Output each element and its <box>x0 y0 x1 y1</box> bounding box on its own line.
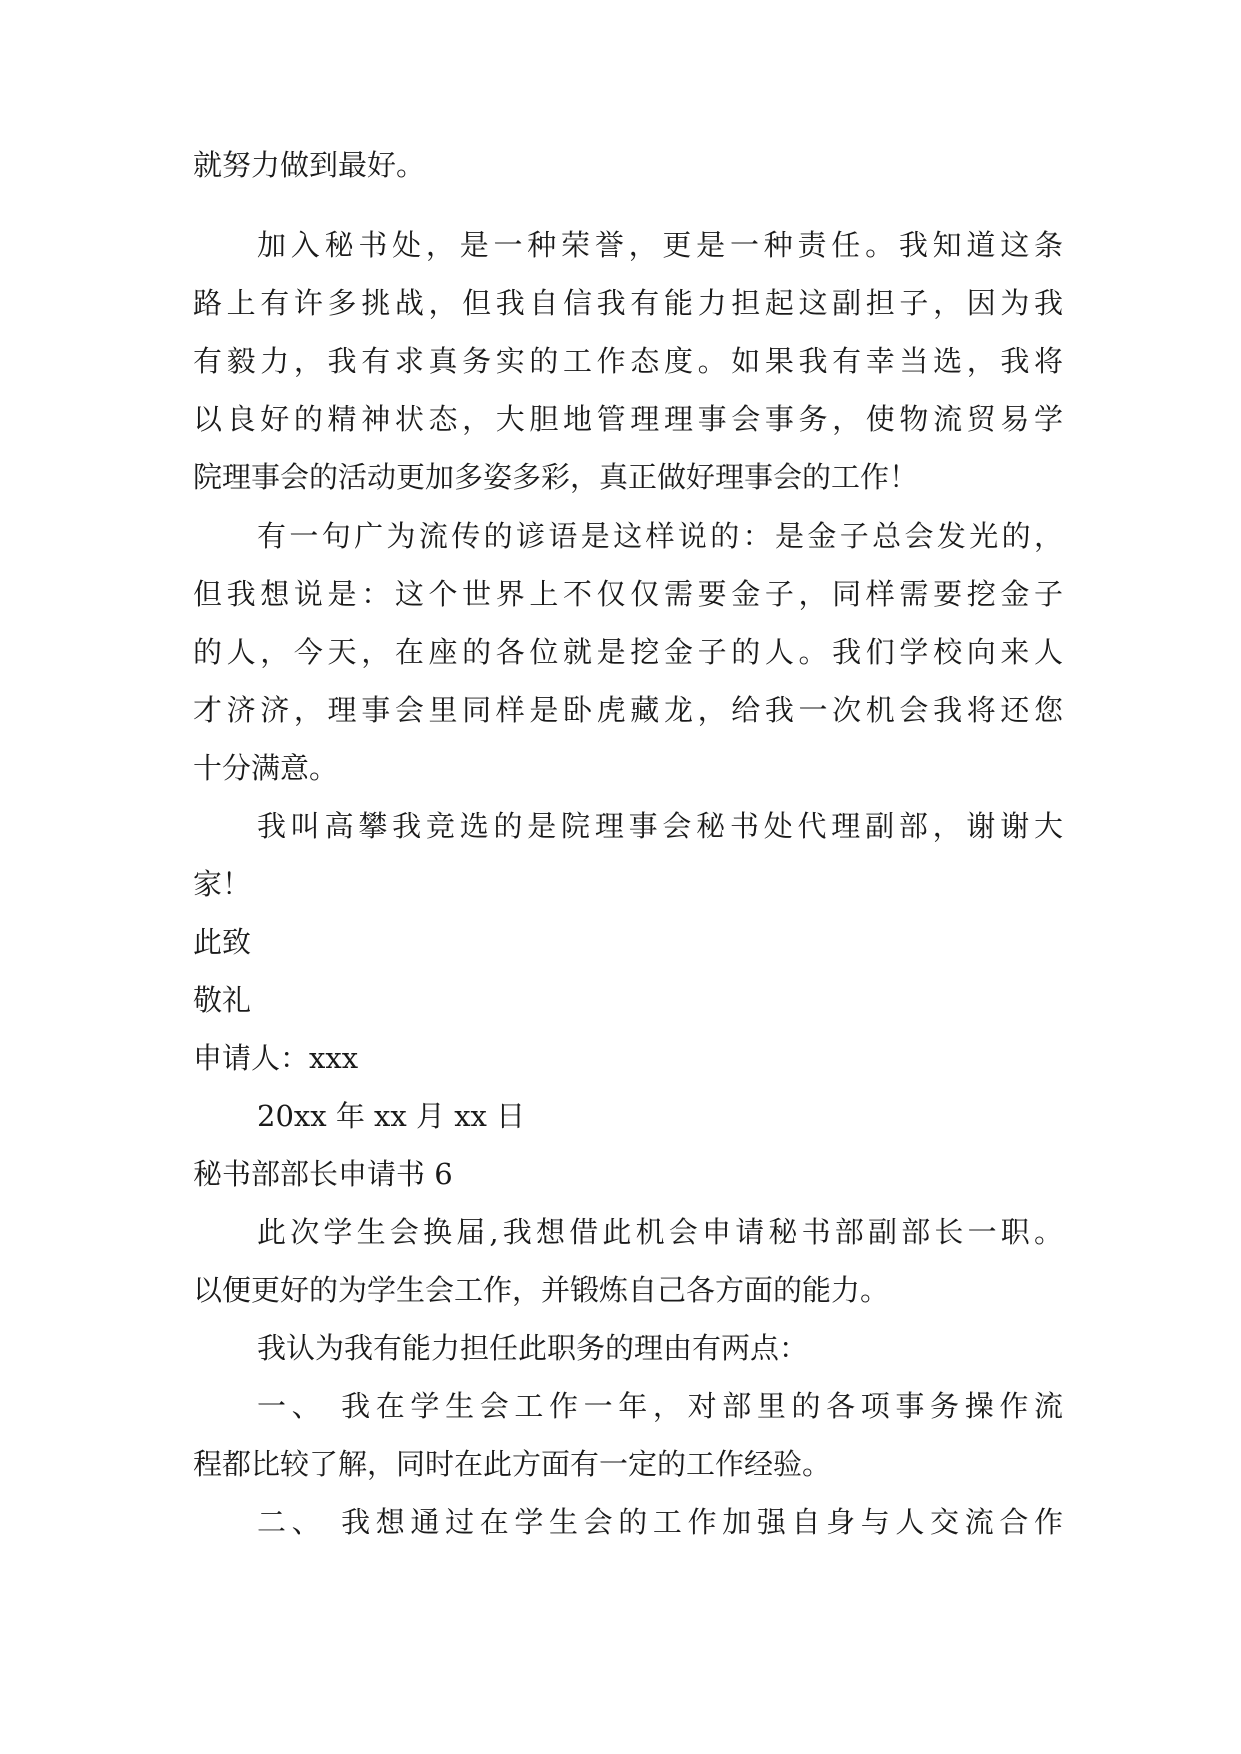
list-item: 一、 我在学生会工作一年，对部里的各项事务操作流 <box>257 1389 1063 1423</box>
text-line: 路上有许多挑战，但我自信我有能力担起这副担子，因为我 <box>193 286 1063 320</box>
text-line: 加入秘书处，是一种荣誉，更是一种责任。我知道这条 <box>257 228 1063 262</box>
closing-salutation: 此致 <box>193 925 252 959</box>
text-line: 有毅力，我有求真务实的工作态度。如果我有幸当选，我将 <box>193 344 1063 378</box>
list-item: 二、 我想通过在学生会的工作加强自身与人交流合作 <box>257 1505 1063 1539</box>
text-line: 就努力做到最好。 <box>193 148 426 182</box>
text-line: 以便更好的为学生会工作，并锻炼自己各方面的能力。 <box>193 1273 890 1307</box>
text-line: 才济济，理事会里同样是卧虎藏龙，给我一次机会我将还您 <box>193 693 1063 727</box>
text-line: 此次学生会换届,我想借此机会申请秘书部副部长一职。 <box>257 1215 1063 1249</box>
applicant-line: 申请人：xxx <box>193 1041 359 1075</box>
closing-regards: 敬礼 <box>193 983 252 1017</box>
text-line: 但我想说是：这个世界上不仅仅需要金子，同样需要挖金子 <box>193 577 1063 611</box>
text-line: 十分满意。 <box>193 751 339 785</box>
text-line: 我叫高攀我竞选的是院理事会秘书处代理副部，谢谢大 <box>257 809 1063 843</box>
text-line: 的人，今天，在座的各位就是挖金子的人。我们学校向来人 <box>193 635 1063 669</box>
text-line: 家！ <box>193 867 252 901</box>
text-line: 院理事会的活动更加多姿多彩，真正做好理事会的工作！ <box>193 460 919 494</box>
section-title: 秘书部部长申请书 6 <box>193 1157 453 1191</box>
text-line: 以良好的精神状态，大胆地管理理事会事务，使物流贸易学 <box>193 402 1063 436</box>
text-line: 我认为我有能力担任此职务的理由有两点： <box>257 1331 809 1365</box>
text-line: 程都比较了解，同时在此方面有一定的工作经验。 <box>193 1447 832 1481</box>
text-line: 有一句广为流传的谚语是这样说的：是金子总会发光的， <box>257 519 1063 553</box>
date-line: 20xx 年 xx 月 xx 日 <box>257 1099 526 1133</box>
